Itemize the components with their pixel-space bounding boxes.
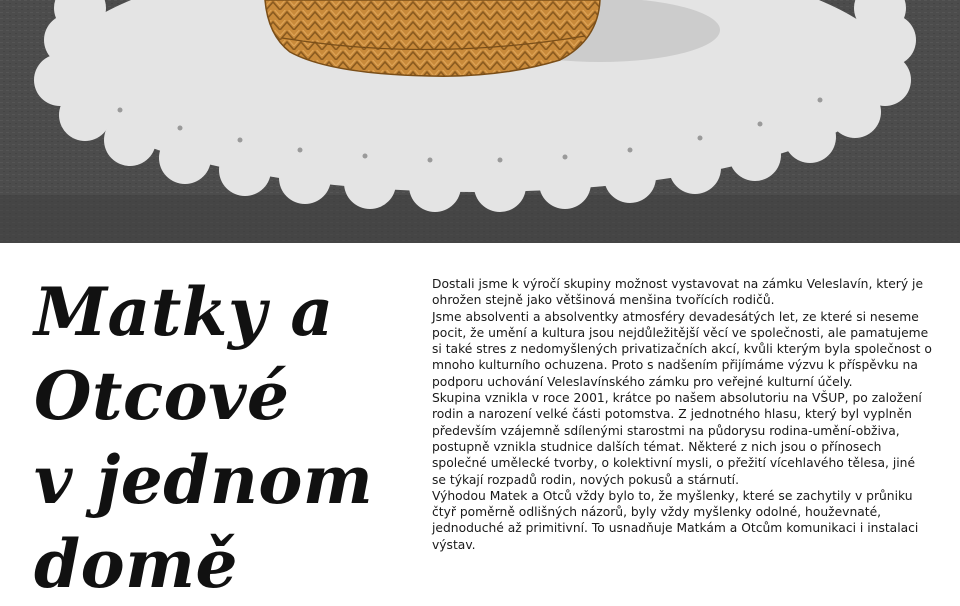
title-line: Otcové [34,357,290,435]
article-title [34,270,394,606]
paragraph: Skupina vznikla v roce 2001, krátce po našem absolutoriu na VŠUP, po založení rodin a narození velké části potomstva. Z jednotného hlasu, který byl vyplněn především vzájemně sdílenými starostmi na půdorysu rodina-umění-obživa, postupně vznikla studnice dalších témat. Některé z nich jsou o přínosech společné umělecké tvorby, o kolektivní mysli, o přežití vícehlavého tělesa, jiné se týkají rozpadů rodin, nových pokusů a stárnutí. [432,391,922,487]
paragraph: Dostali jsme k výročí skupiny možnost vystavovat na zámku Veleslavín, který je ohrožen stejně jako většinová menšina tvořících rodičů. [432,277,924,308]
title-line: v jednom [34,441,374,519]
doily-basket-illustration [0,0,960,243]
hero-photo [0,0,960,243]
paragraph: Výhodou Matek a Otců vždy bylo to, že myšlenky, které se zachytily v průniku čtyř poměrně odlišných názorů, byly vždy myšlenky odolné, houževnaté, jednoduché až primitivní. To usnadňuje Matkám a Otcům komunikaci i instalaci výstav. [432,488,919,552]
paragraph: Jsme absolventi a absolventky atmosféry devadesátých let, ze které si neseme pocit, že umění a kultura jsou nejdůležitější věcí ve společnosti, ale pamatujeme si také stres z nedomyšlených privatizačních akcí, kvůli kterým byla společnost o mnoho kulturního ochuzena. Proto s nadšením přijímáme výzvu k příspěvku na podporu uchování Veleslavínského zámku pro veřejné kulturní účely. [432,309,932,389]
article-body [432,276,932,553]
title-line: Matky a [34,273,334,351]
title-line: domě [34,525,238,603]
